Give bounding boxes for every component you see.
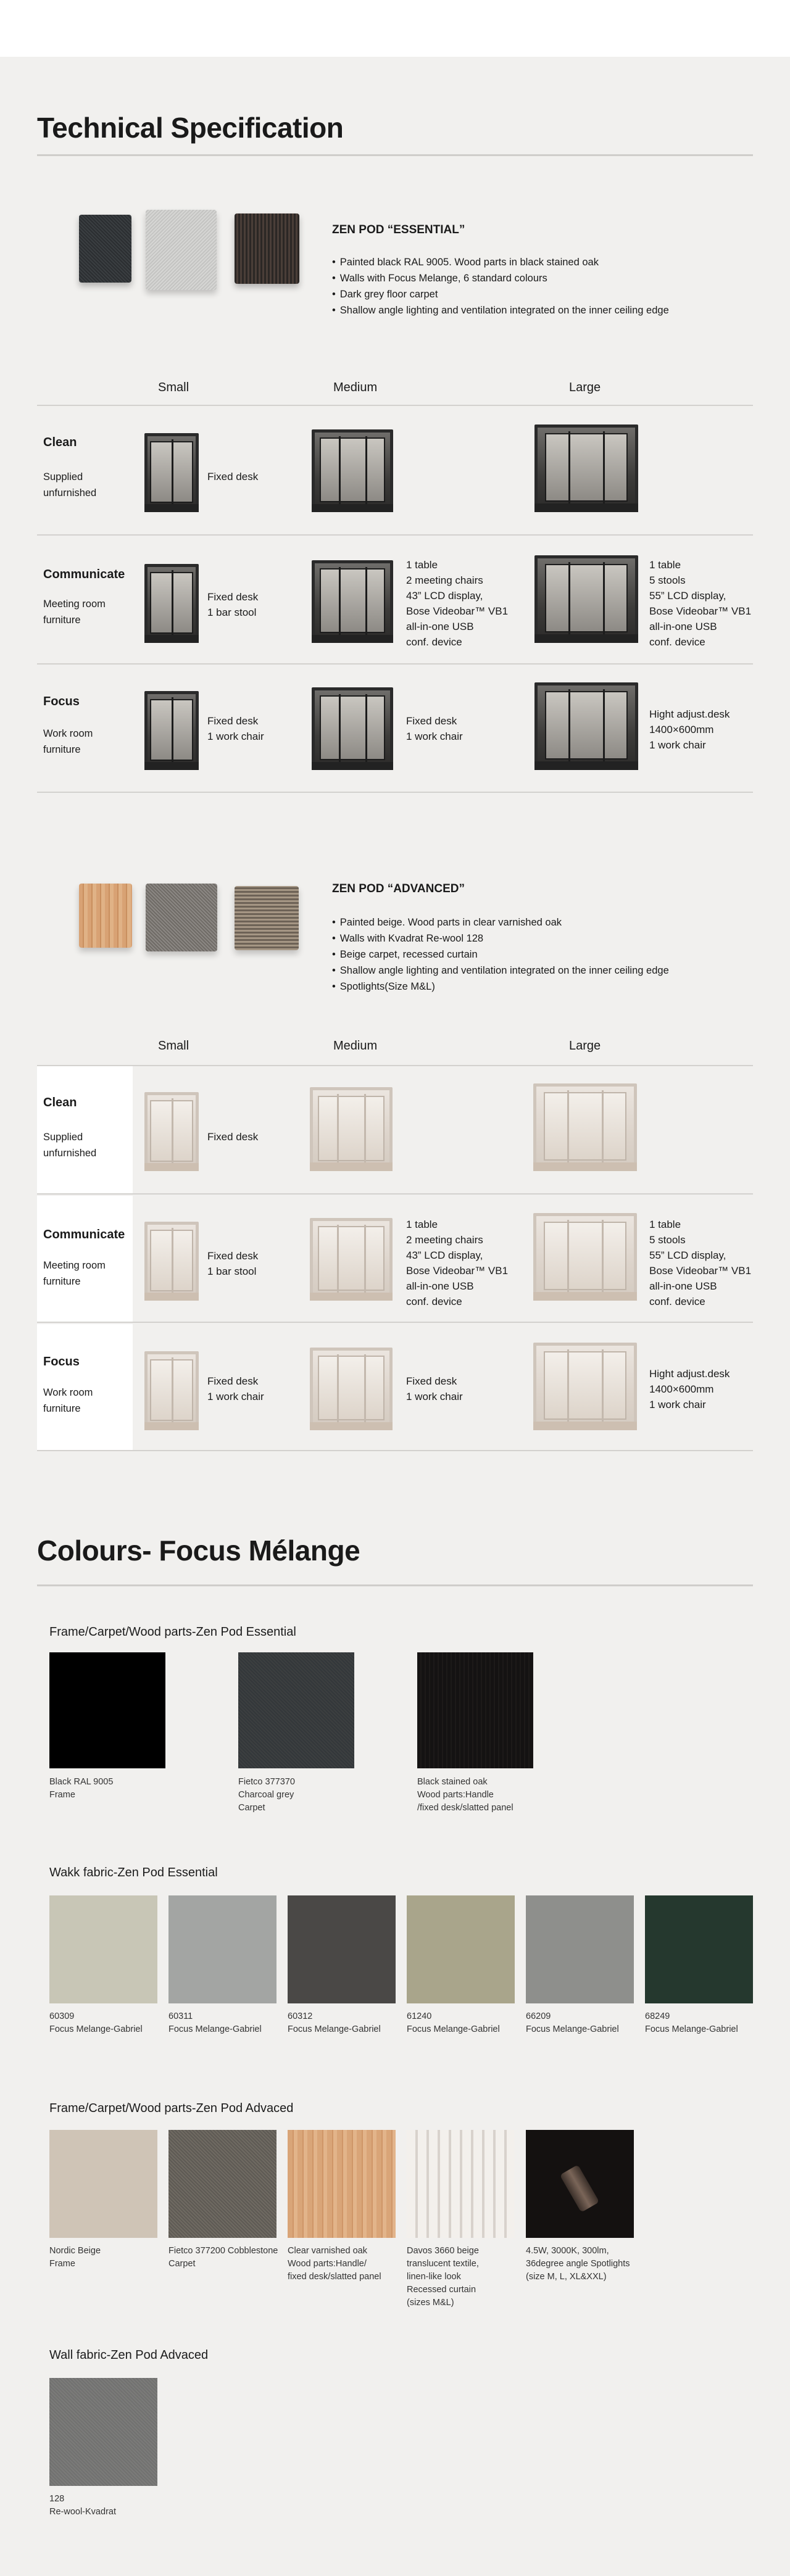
frame-fabric-sample [146,210,217,290]
pod-description [207,713,264,744]
pod-large-beige [533,1213,637,1301]
row-subtitle-line: furniture [43,615,81,626]
description-line: all-in-one USB [406,1280,474,1292]
pod-medium-black [312,560,393,643]
description-line: Fixed desk [207,591,259,603]
description-line: 5 stools [649,1234,686,1246]
row-title: Focus [43,1355,80,1369]
pod-small-black [144,564,199,643]
colour-swatch [49,1895,157,2003]
description-line: Bose Videobar™ VB1 [406,1265,509,1277]
column-header-small: Small [158,1039,189,1053]
description-line: 1 table [649,559,681,571]
advanced-feature: • Spotlights(Size M&L) [332,979,669,995]
essential-feature: • Walls with Focus Melange, 6 standard colours [332,270,669,286]
colour-swatch [407,2130,515,2238]
description-line: 1 work chair [207,731,264,742]
essential-feature: • Dark grey floor carpet [332,286,669,302]
colour-label [417,1776,514,1815]
pod-description [406,1217,508,1309]
colour-swatch [526,2130,634,2238]
colour-group-title: Frame/Carpet/Wood parts-Zen Pod Advaced [49,2102,294,2115]
pod-large-black [534,682,638,770]
description-line: conf. device [649,636,705,648]
pod-small-black [144,691,199,770]
row-subtitle-line: Work room [43,1387,93,1398]
page-title: Technical Specification [37,112,344,144]
column-header-large: Large [569,381,601,394]
pod-small-beige [144,1222,199,1301]
colour-label-line: Focus Melange-Gabriel [288,2024,381,2034]
description-line: 1 table [406,1219,438,1230]
row-title: Focus [43,695,80,708]
description-line: Fixed desk [207,1250,259,1262]
description-line: Hight adjust.desk [649,1368,730,1380]
colour-label [168,2245,278,2271]
colour-label [49,2010,143,2036]
row-subtitle-line: furniture [43,1276,81,1287]
colour-label-line: (sizes M&L) [407,2298,454,2308]
colour-label-line: Focus Melange-Gabriel [168,2024,262,2034]
colour-swatch [168,1895,276,2003]
colour-label-line: Frame [49,2259,75,2269]
colour-label-line: Nordic Beige [49,2246,101,2256]
colour-label-line: Clear varnished oak [288,2246,367,2256]
colour-label [407,2010,500,2036]
description-line: 1400×600mm [649,1383,714,1395]
colour-swatch [645,1895,753,2003]
pod-description [649,1217,751,1309]
colour-swatch [49,1652,165,1768]
colour-label [168,2010,262,2036]
colour-group-title: Wakk fabric-Zen Pod Essential [49,1866,218,1879]
colour-label-line: Fietco 377370 [238,1777,295,1787]
pod-description [406,557,508,650]
colour-group-title: Frame/Carpet/Wood parts-Zen Pod Essential [49,1625,296,1639]
colour-label [49,2493,116,2519]
description-line: 43” LCD display, [406,1249,483,1261]
pod-large-black [534,555,638,643]
row-divider [37,663,753,665]
pod-description [406,713,463,744]
advanced-feature: • Shallow angle lighting and ventilation integrated on the inner ceiling edge [332,963,669,979]
description-line: Bose Videobar™ VB1 [406,605,509,617]
colour-swatch [49,2378,157,2486]
row-divider [37,792,753,793]
row-title: Clean [43,1096,77,1109]
colour-swatch [49,2130,157,2238]
colour-label-line: linen-like look [407,2272,461,2282]
spotlight-icon [560,2164,599,2213]
row-subtitle-line: Meeting room [43,1260,106,1271]
description-line: 1400×600mm [649,724,714,735]
description-line: 2 meeting chairs [406,1234,483,1246]
row-divider [37,1450,753,1451]
description-line: Bose Videobar™ VB1 [649,605,752,617]
description-line: 1 bar stool [207,1265,257,1277]
colour-label [645,2010,738,2036]
pod-description [207,589,258,620]
row-subtitle-line: unfurnished [43,487,97,499]
description-line: conf. device [649,1296,705,1307]
colour-group-title: Wall fabric-Zen Pod Advaced [49,2348,209,2362]
colour-label-line: 61240 [407,2011,432,2021]
pod-description [207,1129,258,1145]
pod-description [207,1248,258,1279]
pod-small-beige [144,1092,199,1171]
colour-label-line: 66209 [526,2011,551,2021]
description-line: 1 work chair [207,1391,264,1402]
row-subtitle-line: unfurnished [43,1148,97,1159]
pod-medium-beige [310,1218,393,1301]
advanced-feature: • Painted beige. Wood parts in clear varnished oak [332,914,669,930]
colour-label-line: Recessed curtain [407,2285,476,2295]
row-subtitle [43,469,136,501]
column-header-small: Small [158,381,189,394]
colour-label [49,1776,113,1802]
wood-sample [79,884,132,948]
essential-title: ZEN POD “ESSENTIAL” [332,223,465,236]
essential-features [332,254,669,318]
colour-label [49,2245,101,2271]
description-line: Fixed desk [207,715,259,727]
description-line: Fixed desk [406,715,457,727]
colour-label [526,2245,630,2284]
colour-label [288,2010,381,2036]
row-subtitle [43,1385,136,1417]
description-line: 43” LCD display, [406,590,483,602]
column-header-medium: Medium [333,381,378,394]
carpet-sample [235,886,299,950]
colour-label-line: Focus Melange-Gabriel [407,2024,500,2034]
row-subtitle [43,1129,136,1161]
pod-medium-beige [310,1087,393,1171]
essential-feature: • Painted black RAL 9005. Wood parts in black stained oak [332,254,669,270]
description-line: Bose Videobar™ VB1 [649,1265,752,1277]
row-title: Communicate [43,1228,125,1241]
pod-medium-black [312,429,393,512]
colours-title: Colours- Focus Mélange [37,1534,360,1567]
colour-label-line: Focus Melange-Gabriel [49,2024,143,2034]
description-line: 5 stools [649,574,686,586]
pod-large-beige [533,1083,637,1171]
colour-label [407,2245,479,2309]
pod-description [649,706,730,753]
row-subtitle-line: Meeting room [43,598,106,610]
colour-label-line: (size M, L, XL&XXL) [526,2272,607,2282]
carpet-sample [235,213,299,284]
pod-description [207,469,258,484]
column-header-medium: Medium [333,1039,378,1053]
colour-label-line: 60312 [288,2011,313,2021]
description-line: 1 work chair [649,739,706,751]
description-line: Fixed desk [207,1375,259,1387]
description-line: all-in-one USB [649,621,717,632]
colour-label-line: Focus Melange-Gabriel [645,2024,738,2034]
pod-description [207,1373,264,1404]
pod-medium-beige [310,1348,393,1430]
row-subtitle [43,1257,136,1290]
colour-swatch [526,1895,634,2003]
colour-swatch [288,1895,396,2003]
description-line: 55” LCD display, [649,1249,726,1261]
colour-label-line: Charcoal grey [238,1790,294,1800]
colour-label-line: 68249 [645,2011,670,2021]
description-line: conf. device [406,1296,462,1307]
colour-label-line: Black stained oak [417,1777,488,1787]
colour-label-line: Carpet [238,1803,265,1813]
colour-label-line: translucent textile, [407,2259,479,2269]
colour-label-line: /fixed desk/slatted panel [417,1803,514,1813]
pod-description [406,1373,463,1404]
advanced-feature: • Walls with Kvadrat Re-wool 128 [332,930,669,946]
essential-feature: • Shallow angle lighting and ventilation integrated on the inner ceiling edge [332,302,669,318]
pod-description [649,1366,730,1412]
row-title: Communicate [43,568,125,581]
colour-label-line: Davos 3660 beige [407,2246,479,2256]
description-line: 1 work chair [406,731,463,742]
colour-label-line: 60309 [49,2011,75,2021]
colour-swatch [417,1652,533,1768]
row-subtitle-line: Supplied [43,1132,83,1143]
table-divider [37,1065,753,1066]
row-subtitle-line: Supplied [43,471,83,482]
description-line: 1 work chair [649,1399,706,1410]
row-subtitle [43,596,136,628]
colour-label-line: 128 [49,2494,65,2504]
advanced-title: ZEN POD “ADVANCED” [332,882,465,895]
pod-medium-black [312,687,393,770]
colour-label [288,2245,381,2284]
description-line: Fixed desk [406,1375,457,1387]
description-line: all-in-one USB [649,1280,717,1292]
colour-label-line: Fietco 377200 Cobblestone [168,2246,278,2256]
row-subtitle-line: Work room [43,728,93,739]
colour-label-line: Focus Melange-Gabriel [526,2024,619,2034]
colour-label-line: Carpet [168,2259,196,2269]
wall-fabric-sample [79,215,131,283]
colour-label-line: Black RAL 9005 [49,1777,114,1787]
pod-large-black [534,425,638,512]
colour-label-line: fixed desk/slatted panel [288,2272,381,2282]
description-line: conf. device [406,636,462,648]
description-line: 55” LCD display, [649,590,726,602]
description-line: 1 table [406,559,438,571]
colour-swatch [168,2130,276,2238]
description-line: Fixed desk [207,1131,259,1143]
colour-swatch [407,1895,515,2003]
table-divider [37,405,753,406]
colours-divider [37,1584,753,1586]
colour-swatch [238,1652,354,1768]
row-divider [37,1193,753,1195]
colour-label-line: Wood parts:Handle [417,1790,494,1800]
advanced-feature: • Beige carpet, recessed curtain [332,946,669,963]
column-header-large: Large [569,1039,601,1053]
row-subtitle-line: furniture [43,744,81,755]
description-line: 2 meeting chairs [406,574,483,586]
colour-label-line: Re-wool-Kvadrat [49,2507,116,2517]
pod-small-beige [144,1351,199,1430]
colour-label [238,1776,295,1815]
colour-label [526,2010,619,2036]
title-divider [37,154,753,156]
colour-label-line: 36degree angle Spotlights [526,2259,630,2269]
row-subtitle [43,726,136,758]
row-subtitle-line: furniture [43,1403,81,1414]
description-line: 1 bar stool [207,607,257,618]
description-line: Hight adjust.desk [649,708,730,720]
description-line: Fixed desk [207,471,259,482]
wall-fabric-sample [146,884,217,951]
colour-label-line: Wood parts:Handle/ [288,2259,367,2269]
colour-label-line: 60311 [168,2011,193,2021]
row-divider [37,534,753,536]
pod-description [649,557,751,650]
advanced-features [332,914,669,995]
row-title: Clean [43,436,77,449]
description-line: 1 table [649,1219,681,1230]
colour-label-line: 4.5W, 3000K, 300lm, [526,2246,609,2256]
description-line: 1 work chair [406,1391,463,1402]
colour-swatch [288,2130,396,2238]
colour-label-line: Frame [49,1790,75,1800]
row-divider [37,1322,753,1323]
pod-large-beige [533,1343,637,1430]
description-line: all-in-one USB [406,621,474,632]
pod-small-black [144,433,199,512]
